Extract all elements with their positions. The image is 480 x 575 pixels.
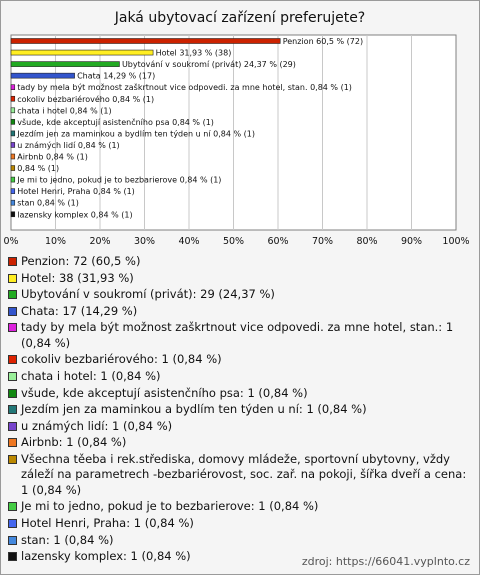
x-tick-label: 70% xyxy=(311,236,334,247)
bar-label: Hotel Henri, Praha 0,84 % (1) xyxy=(17,187,135,197)
bar xyxy=(11,189,15,194)
legend-label: Hotel Henri, Praha: 1 (0,84 %) xyxy=(21,515,194,530)
legend-swatch xyxy=(8,455,17,464)
legend-swatch xyxy=(8,372,17,381)
legend-swatch xyxy=(8,257,17,266)
bar-label: 0,84 % (1) xyxy=(17,164,60,174)
bar-label: Penzion 60,5 % (72) xyxy=(282,37,364,46)
bar xyxy=(11,50,153,55)
legend-item xyxy=(8,369,470,384)
legend-swatch xyxy=(8,536,17,545)
x-axis-ticks xyxy=(3,236,469,247)
bar xyxy=(11,85,15,90)
legend-swatch xyxy=(8,552,17,561)
x-tick-label: 20% xyxy=(89,236,111,247)
legend-label: Airbnb: 1 (0,84 %) xyxy=(21,435,127,450)
legend-label: Jezdím jen za maminkou a bydlím ten týden u ní: 1 (0,84 %) xyxy=(21,402,367,417)
x-tick-label: 80% xyxy=(356,236,378,247)
legend-swatch xyxy=(8,307,17,316)
bar-label: cokoliv bezbariérového 0,84 % (1) xyxy=(17,94,155,104)
bar xyxy=(11,62,119,67)
legend-swatch xyxy=(8,502,17,511)
legend-label: tady by mela být možnost zaškrtnout vice odpovedi. za mne hotel, stan.: 1 (0,84 %) xyxy=(21,320,454,350)
bar-label: Je mi to jedno, pokud je to bezbarierove 0,84 % (1) xyxy=(17,175,222,185)
legend-label: Hotel: 38 (31,93 %) xyxy=(21,270,134,285)
bar-label: všude, kde akceptují asistenčního psa 0,84 % (1) xyxy=(17,117,214,127)
legend-swatch xyxy=(8,290,17,299)
x-tick-label: 0% xyxy=(3,236,19,247)
legend-label: u známých lidí: 1 (0,84 %) xyxy=(21,418,173,433)
legend-item xyxy=(8,271,470,286)
legend-label: Všechna těeba i rek.střediska, domovy mládeže, sportovní ubytovny, vždy záleží na parametrech -bezbariérovost, soc. zař. na pokoji, šířka dveří a cena: 1 (0,84 %) xyxy=(21,451,467,497)
bar-label: stan 0,84 % (1) xyxy=(17,198,79,208)
legend-item xyxy=(8,435,470,450)
legend-swatch xyxy=(8,405,17,414)
legend-item xyxy=(8,516,470,531)
source-note: zdroj: https://66041.vyplnto.cz xyxy=(301,555,470,568)
legend-item xyxy=(8,402,470,417)
legend-swatch xyxy=(8,438,17,447)
bar-label: Hotel 31,93 % (38) xyxy=(155,48,232,58)
legend-swatch xyxy=(8,323,17,332)
legend-label: všude, kde akceptují asistenčního psa: 1 (0,84 %) xyxy=(21,385,308,400)
legend-item xyxy=(8,287,470,302)
legend-swatch xyxy=(8,422,17,431)
legend-item xyxy=(8,304,470,319)
x-tick-label: 30% xyxy=(133,236,156,247)
legend-item xyxy=(8,533,470,548)
chart-title: Jaká ubytovací zařízení preferujete? xyxy=(114,10,366,26)
legend-item xyxy=(8,352,470,367)
legend-swatch xyxy=(8,389,17,398)
legend-item xyxy=(8,419,470,434)
legend-label: Ubytování v soukromí (privát): 29 (24,37 %) xyxy=(21,287,275,302)
legend-item xyxy=(8,499,470,514)
x-tick-label: 10% xyxy=(44,236,67,247)
legend-label: stan: 1 (0,84 %) xyxy=(21,532,114,547)
legend-item xyxy=(8,254,470,269)
bar-label: Ubytování v soukromí (privát) 24,37 % (29) xyxy=(121,60,296,70)
bar xyxy=(11,142,15,147)
legend-label: chata i hotel: 1 (0,84 %) xyxy=(21,368,161,383)
bar-label: lazensky komplex 0,84 % (1) xyxy=(17,210,133,220)
bar xyxy=(11,154,15,159)
x-tick-label: 60% xyxy=(267,236,289,247)
legend-swatch xyxy=(8,274,17,283)
x-tick-label: 100% xyxy=(442,236,470,247)
legend-label: Penzion: 72 (60,5 %) xyxy=(21,254,141,268)
bar xyxy=(11,73,75,78)
x-tick-label: 90% xyxy=(400,236,423,247)
legend-item xyxy=(8,320,470,351)
x-tick-label: 40% xyxy=(178,236,200,247)
bar xyxy=(11,39,280,44)
bar xyxy=(11,166,15,171)
legend xyxy=(8,254,470,566)
bar-label: u známých lidí 0,84 % (1) xyxy=(17,140,120,150)
legend-label: cokoliv bezbariérového: 1 (0,84 %) xyxy=(21,352,222,367)
x-tick-label: 50% xyxy=(222,236,245,247)
bar xyxy=(11,119,15,124)
bar xyxy=(11,212,15,217)
bar-label: tady by mela být možnost zaškrtnout vice odpovedi. za mne hotel, stan. 0,84 % (1) xyxy=(17,83,352,93)
bar-label: Airbnb 0,84 % (1) xyxy=(17,152,88,162)
bar xyxy=(11,108,15,113)
bar xyxy=(11,177,15,182)
legend-label: Chata: 17 (14,29 %) xyxy=(21,303,138,318)
legend-item xyxy=(8,386,470,401)
bar-label: chata i hotel 0,84 % (1) xyxy=(17,106,112,116)
legend-swatch xyxy=(8,355,17,364)
legend-swatch xyxy=(8,519,17,528)
bar-label: Chata 14,29 % (17) xyxy=(77,71,156,81)
bar-chart xyxy=(1,1,479,251)
legend-item xyxy=(8,452,470,498)
legend-label: Je mi to jedno, pokud je to bezbarierove: 1 (0,84 %) xyxy=(21,499,319,514)
bar-label: Jezdím jen za maminkou a bydlím ten týden u ní 0,84 % (1) xyxy=(17,129,255,139)
bar xyxy=(11,131,15,136)
legend-label: lazensky komplex: 1 (0,84 %) xyxy=(21,549,191,564)
bar xyxy=(11,96,15,101)
bar xyxy=(11,200,15,205)
